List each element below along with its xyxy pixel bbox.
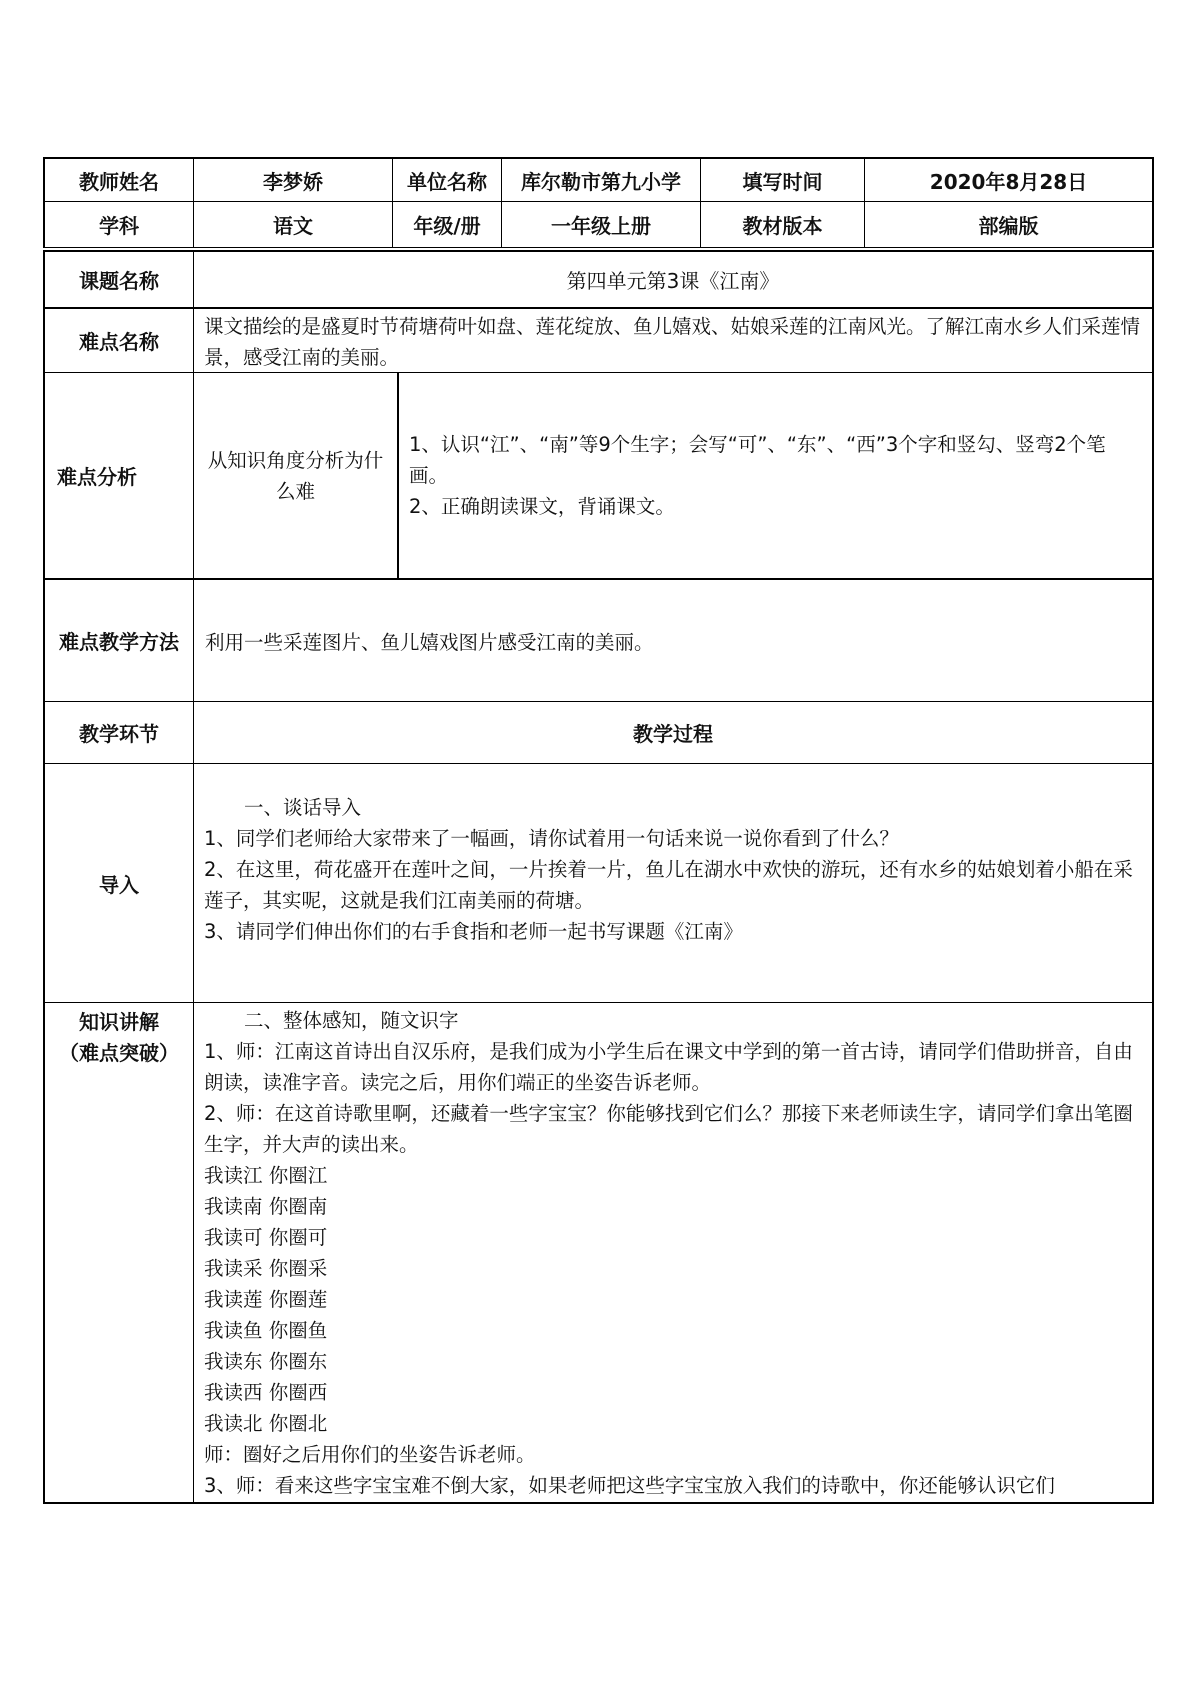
teacher-name-value: 李梦娇 (193, 157, 393, 202)
knowledge-item-1: 1、师：江南这首诗出自汉乐府，是我们成为小学生后在课文中学到的第一首古诗，请同学们借助拼音，自由朗读，读准字音。读完之后，用你们端正的坐姿告诉老师。 (204, 1040, 1133, 1094)
unit-value: 库尔勒市第九小学 (501, 157, 701, 202)
subject-label: 学科 (43, 201, 194, 248)
knowledge-label-1: 知识讲解 (79, 1010, 159, 1034)
knowledge-content (193, 1002, 1154, 1504)
drill-line: 我读可 你圈可 (204, 1226, 328, 1249)
difficulty-label: 难点名称 (43, 307, 194, 373)
textbook-label: 教材版本 (700, 201, 865, 248)
drill-line: 我读西 你圈西 (204, 1381, 328, 1404)
analysis-item-2: 2、正确朗读课文，背诵课文。 (409, 495, 675, 518)
intro-item-3: 3、请同学们伸出你们的右手食指和老师一起书写课题《江南》 (204, 920, 743, 943)
unit-label: 单位名称 (392, 157, 502, 202)
drill-line: 我读东 你圈东 (204, 1350, 328, 1373)
date-label: 填写时间 (700, 157, 865, 202)
knowledge-item-3: 师：圈好之后用你们的坐姿告诉老师。 (204, 1443, 536, 1466)
drill-line: 我读南 你圈南 (204, 1195, 328, 1218)
intro-item-1: 1、同学们老师给大家带来了一幅画，请你试着用一句话来说一说你看到了什么？ (204, 827, 899, 850)
drill-line: 我读北 你圈北 (204, 1412, 328, 1435)
analysis-sub-label-cell (193, 372, 398, 579)
drill-line: 我读江 你圈江 (204, 1164, 328, 1187)
process-label: 教学环节 (43, 701, 194, 764)
knowledge-label-2: （难点突破） (59, 1041, 179, 1065)
knowledge-item-2: 2、师：在这首诗歌里啊，还藏着一些字宝宝？你能够找到它们么？那接下来老师读生字，请同学们拿出笔圈生字，并大声的读出来。 (204, 1102, 1133, 1156)
topic-value: 第四单元第3课《江南》 (193, 250, 1154, 308)
process-value: 教学过程 (193, 701, 1154, 764)
analysis-sub-label: 从知识角度分析为什么难 (207, 448, 384, 503)
analysis-label-cell (43, 372, 194, 579)
intro-item-2: 2、在这里，荷花盛开在莲叶之间，一片挨着一片，鱼儿在湖水中欢快的游玩，还有水乡的姑娘划着小船在采莲子，其实呢，这就是我们江南美丽的荷塘。 (204, 858, 1133, 912)
knowledge-heading: 二、整体感知，随文识字 (244, 1009, 459, 1032)
knowledge-item-4: 3、师：看来这些字宝宝难不倒大家，如果老师把这些字宝宝放入我们的诗歌中，你还能够认识它们 (204, 1474, 1055, 1497)
drill-line: 我读莲 你圈莲 (204, 1288, 328, 1311)
analysis-label: 难点分析 (57, 465, 137, 489)
analysis-item-1: 1、认识“江”、“南”等9个生字；会写“可”、“东”、“西”3个字和竖勾、竖弯2个笔画。 (409, 433, 1106, 487)
grade-value: 一年级上册 (501, 201, 701, 248)
analysis-content (397, 372, 1154, 579)
method-text: 利用一些采莲图片、鱼儿嬉戏图片感受江南的美丽。 (205, 630, 654, 654)
intro-heading: 一、谈话导入 (244, 796, 362, 819)
drill-line: 我读鱼 你圈鱼 (204, 1319, 328, 1342)
date-value: 2020年8月28日 (864, 157, 1154, 202)
teacher-name-label: 教师姓名 (43, 157, 194, 202)
difficulty-text: 课文描绘的是盛夏时节荷塘荷叶如盘、莲花绽放、鱼儿嬉戏、姑娘采莲的江南风光。了解江南水乡人们采莲情景，感受江南的美丽。 (193, 307, 1154, 373)
drill-line: 我读采 你圈采 (204, 1257, 328, 1280)
method-cell (193, 578, 1154, 702)
subject-value: 语文 (193, 201, 393, 248)
knowledge-label-cell (43, 1002, 194, 1504)
intro-label: 导入 (43, 763, 194, 1003)
textbook-value: 部编版 (864, 201, 1154, 248)
intro-content (193, 763, 1154, 1003)
grade-label: 年级/册 (392, 201, 502, 248)
topic-label: 课题名称 (43, 250, 194, 308)
method-label: 难点教学方法 (43, 578, 194, 702)
